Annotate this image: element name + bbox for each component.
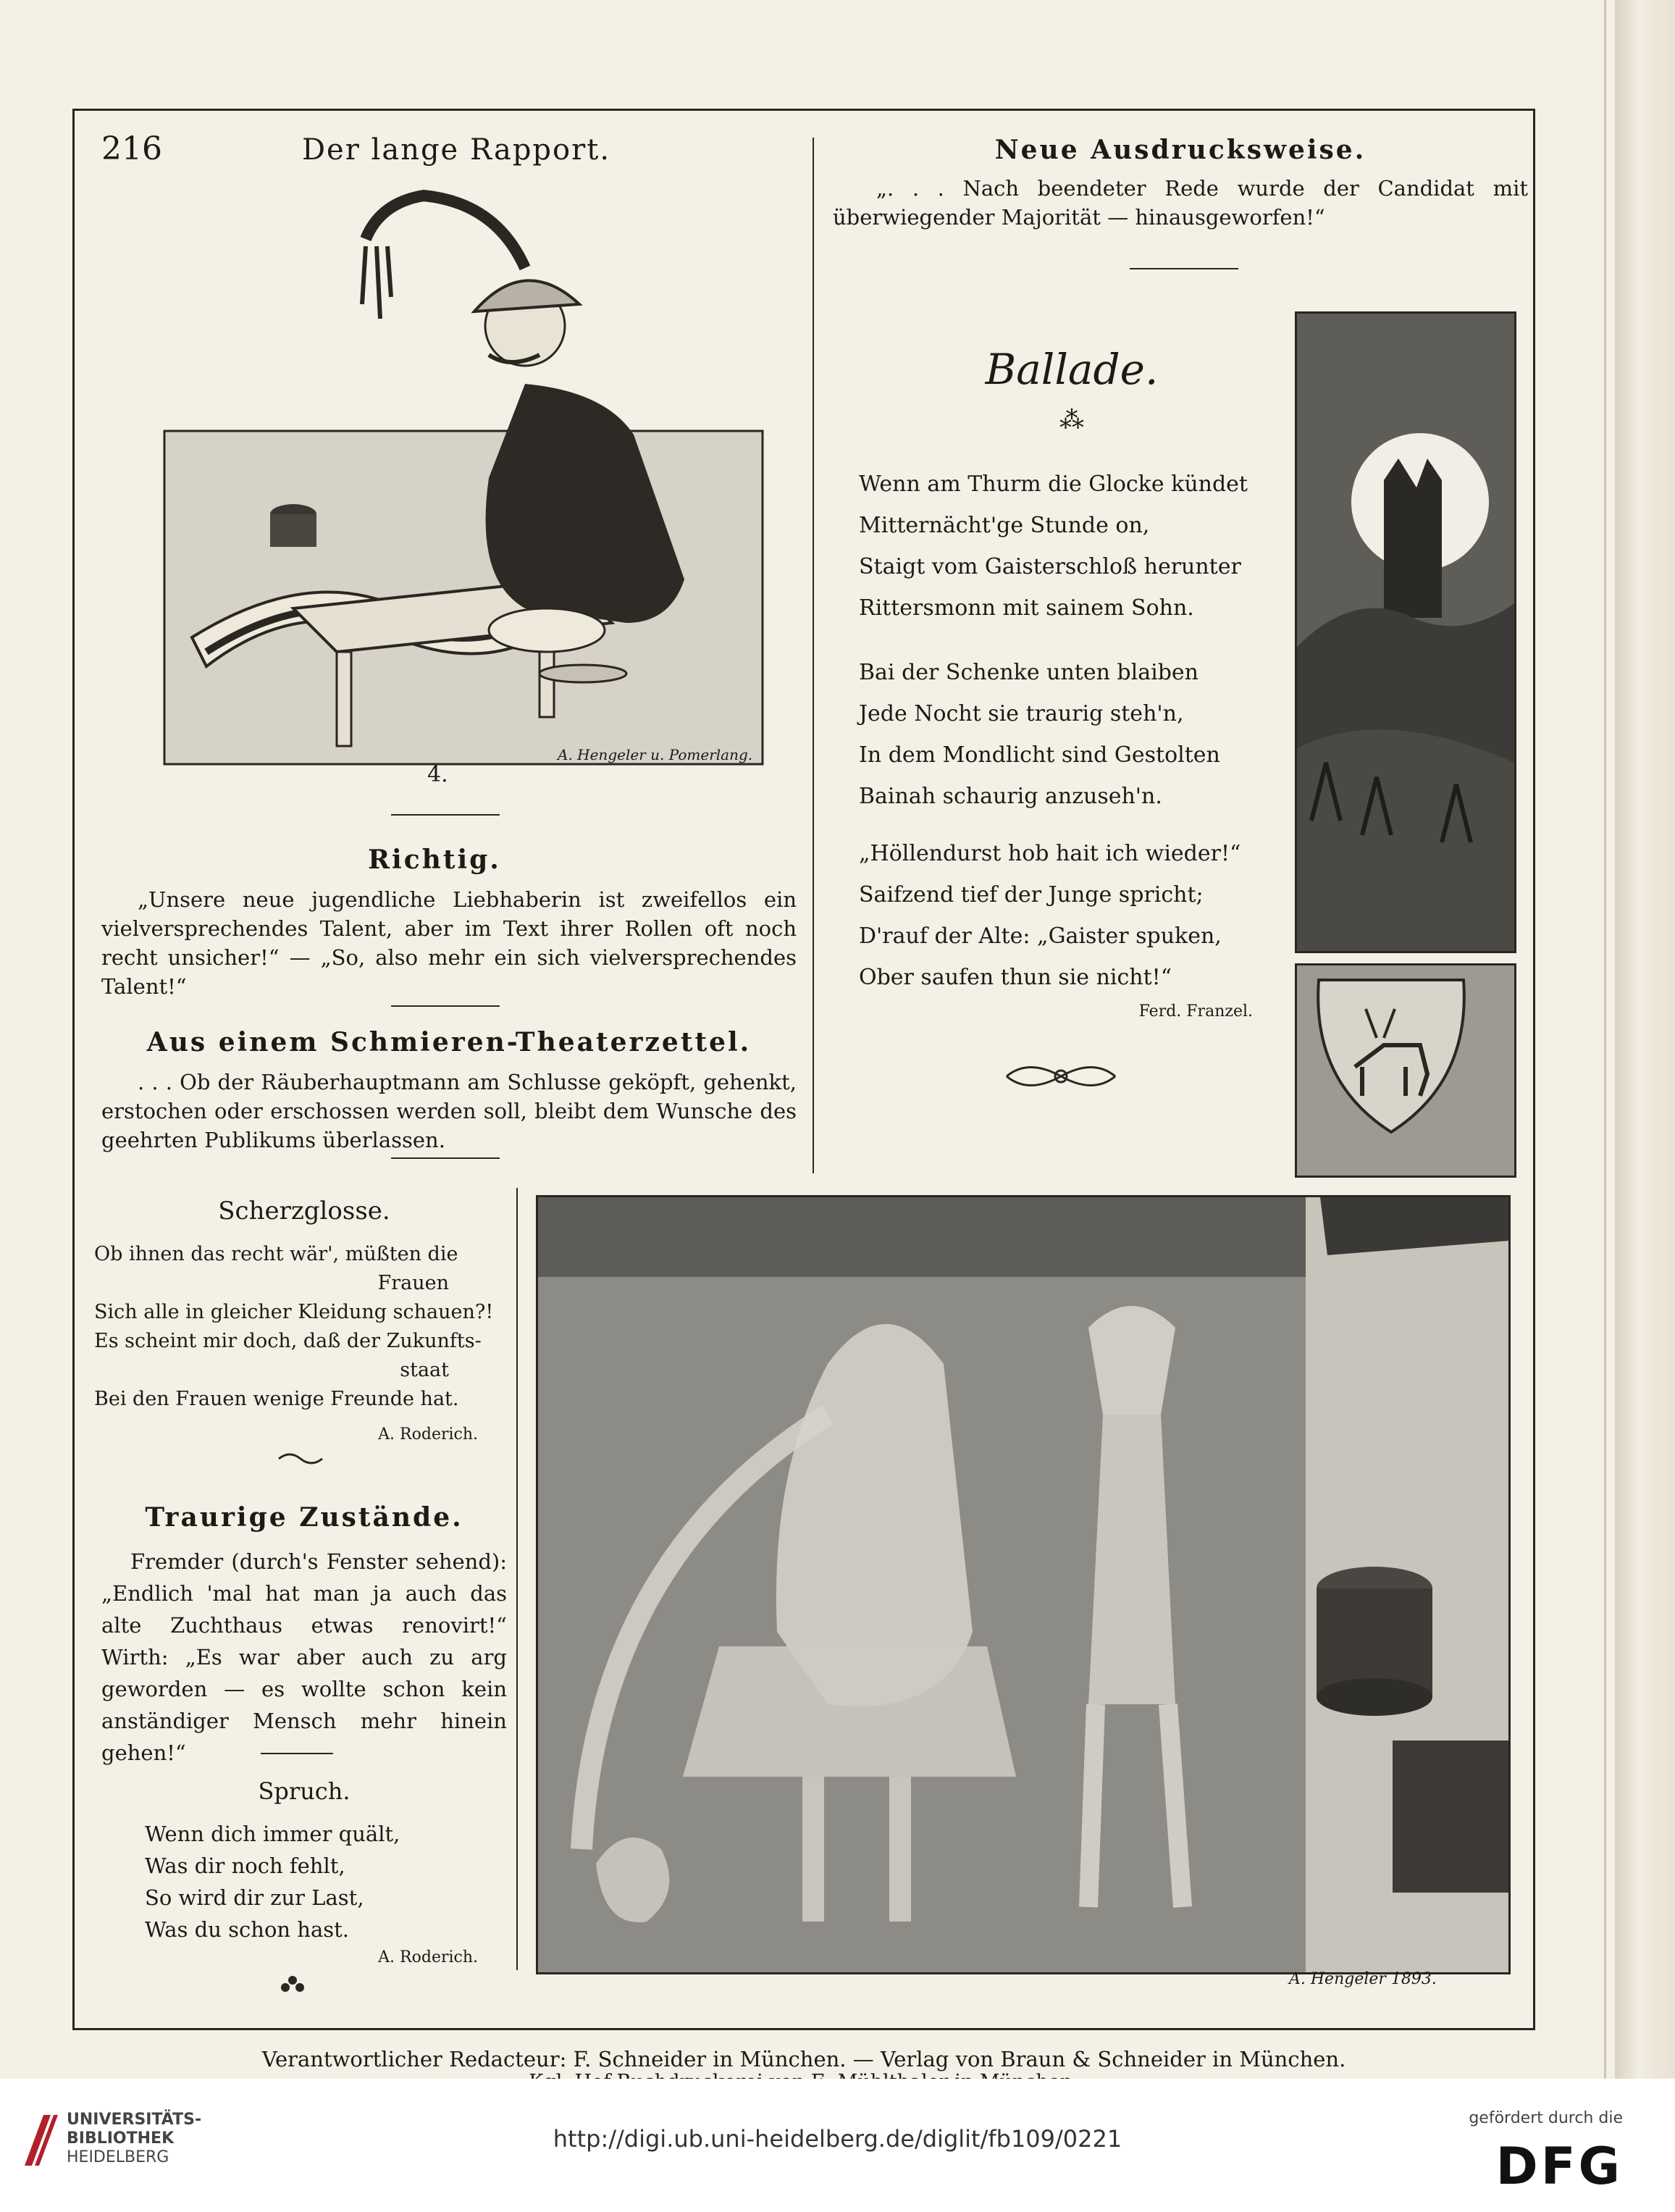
small-ornament-icon bbox=[275, 1450, 326, 1467]
verse-line: Rittersmonn mit sainem Sohn. bbox=[859, 595, 1194, 621]
castle-moon-illustration bbox=[1295, 311, 1516, 953]
ghost-knights-illustration bbox=[536, 1195, 1511, 1974]
spruch-signature: A. Roderich. bbox=[378, 1948, 478, 1966]
verse-line: Es scheint mir doch, daß der Zukunfts- bbox=[94, 1330, 482, 1352]
zustaende-title: Traurige Zustände. bbox=[145, 1502, 463, 1533]
neue-ausdrucksweise-title: Neue Ausdrucksweise. bbox=[994, 135, 1367, 165]
cartoon-signature: A. Hengeler u. Pomerlang. bbox=[558, 746, 753, 763]
ballade-stanza-1 bbox=[859, 464, 1264, 629]
page-fold-line bbox=[1604, 0, 1606, 2079]
ornamental-flourish bbox=[999, 1055, 1122, 1098]
scherzglosse-signature: A. Roderich. bbox=[378, 1425, 478, 1444]
permalink-url[interactable]: http://digi.ub.uni-heidelberg.de/diglit/fb109/0221 bbox=[553, 2125, 1122, 2153]
separator-rule bbox=[391, 814, 500, 816]
ballade-stanza-3 bbox=[859, 833, 1264, 998]
verse-line: In dem Mondlicht sind Gestolten bbox=[859, 742, 1220, 768]
illustration-signature: A. Hengeler 1893. bbox=[1289, 1970, 1437, 1988]
spruch-body bbox=[145, 1818, 492, 1945]
verse-line: Saifzend tief der Junge spricht; bbox=[859, 882, 1204, 908]
separator-rule bbox=[261, 1753, 333, 1754]
flower-ornament-icon bbox=[278, 1973, 307, 1995]
right-frame-rule bbox=[1533, 109, 1535, 2029]
scherzglosse-title: Scherzglosse. bbox=[218, 1197, 390, 1226]
column-divider bbox=[813, 138, 814, 1173]
lower-left-divider bbox=[516, 1188, 518, 1970]
verse-line: Staigt vom Gaisterschloß herunter bbox=[859, 554, 1241, 579]
page-number: 216 bbox=[101, 130, 162, 167]
verse-line: Jede Nocht sie traurig steh'n, bbox=[859, 701, 1184, 726]
top-frame-rule bbox=[72, 109, 1535, 111]
richtig-text: „Unsere neue jugendliche Liebhaberin ist zweifellos ein vielversprechendes Talent, aber im Text ihrer Rollen oft noch recht unsicher!“ — „So, also mehr ein sich vielversprechendes Talent!“ bbox=[101, 887, 797, 999]
verse-line: staat bbox=[400, 1359, 449, 1381]
cartoon-caption: 4. bbox=[427, 762, 448, 787]
verse-line: Was du schon hast. bbox=[145, 1917, 350, 1942]
verse-line: Bei den Frauen wenige Freunde hat. bbox=[94, 1388, 459, 1410]
university-name-line: UNIVERSITÄTS- bbox=[67, 2111, 202, 2129]
ballade-title: Ballade. bbox=[985, 345, 1159, 394]
left-frame-rule bbox=[72, 109, 75, 2029]
ballade-stanza-2 bbox=[859, 652, 1264, 817]
richtig-title: Richtig. bbox=[368, 845, 501, 875]
dfg-logo: DFG bbox=[1495, 2137, 1623, 2196]
spruch-title: Spruch. bbox=[258, 1777, 350, 1805]
inn-sign-illustration bbox=[1295, 963, 1516, 1178]
separator-rule bbox=[391, 1005, 500, 1007]
verse-line: Mitternächt'ge Stunde on, bbox=[859, 513, 1150, 538]
verse-line: Ob ihnen das recht wär', müßten die bbox=[94, 1243, 458, 1265]
verse-line: „Höllendurst hob hait ich wieder!“ bbox=[859, 841, 1241, 866]
verse-line: Was dir noch fehlt, bbox=[145, 1853, 345, 1878]
cartoon-title: Der lange Rapport. bbox=[301, 133, 611, 167]
funding-label: gefördert durch die bbox=[1469, 2109, 1623, 2127]
theaterzettel-title: Aus einem Schmieren-Theaterzettel. bbox=[146, 1027, 752, 1057]
adjacent-page-edge bbox=[1615, 0, 1675, 2079]
imprint-line-1: Verantwortlicher Redacteur: F. Schneider in München. — Verlag von Braun & Schneider in München. bbox=[261, 2047, 1346, 2071]
verse-line: So wird dir zur Last, bbox=[145, 1885, 364, 1910]
verse-line: Ober saufen thun sie nicht!“ bbox=[859, 965, 1172, 990]
scherzglosse-body bbox=[94, 1240, 507, 1414]
verse-line: Sich alle in gleicher Kleidung schauen?! bbox=[94, 1301, 494, 1323]
neue-ausdrucksweise-text: „. . . Nach beendeter Rede wurde der Candidat mit überwiegender Majorität — hinausgeworfen!“ bbox=[833, 176, 1528, 230]
verse-line: Frauen bbox=[377, 1272, 449, 1294]
ballade-ornament: ⁂ bbox=[1059, 406, 1084, 435]
verse-line: Bainah schaurig anzuseh'n. bbox=[859, 784, 1162, 809]
footer-bar bbox=[0, 2079, 1675, 2212]
zustaende-text: Fremder (durch's Fenster sehend): „Endlich 'mal hat man ja auch das alte Zuchthaus etwas renovirt!“ Wirth: „Es war aber auch zu arg geworden — es wollte schon kein anständiger Mensch mehr hinein gehen!“ bbox=[101, 1549, 507, 1765]
university-name-line: HEIDELBERG bbox=[67, 2148, 169, 2166]
separator-rule bbox=[1130, 268, 1238, 269]
verse-line: Wenn dich immer quält, bbox=[145, 1822, 400, 1846]
rapport-cartoon bbox=[163, 174, 764, 768]
separator-rule bbox=[391, 1157, 500, 1159]
university-name-line: BIBLIOTHEK bbox=[67, 2129, 175, 2148]
bottom-frame-rule bbox=[72, 2028, 1535, 2030]
verse-line: Bai der Schenke unten blaiben bbox=[859, 660, 1198, 685]
theaterzettel-text: . . . Ob der Räuberhauptmann am Schlusse geköpft, gehenkt, erstochen oder erschossen werden soll, bleibt dem Wunsche des geehrten Publikums überlassen. bbox=[101, 1070, 797, 1152]
ballade-signature: Ferd. Franzel. bbox=[1138, 1002, 1253, 1021]
verse-line: D'rauf der Alte: „Gaister spuken, bbox=[859, 923, 1222, 949]
verse-line: Wenn am Thurm die Glocke kündet bbox=[859, 472, 1248, 497]
